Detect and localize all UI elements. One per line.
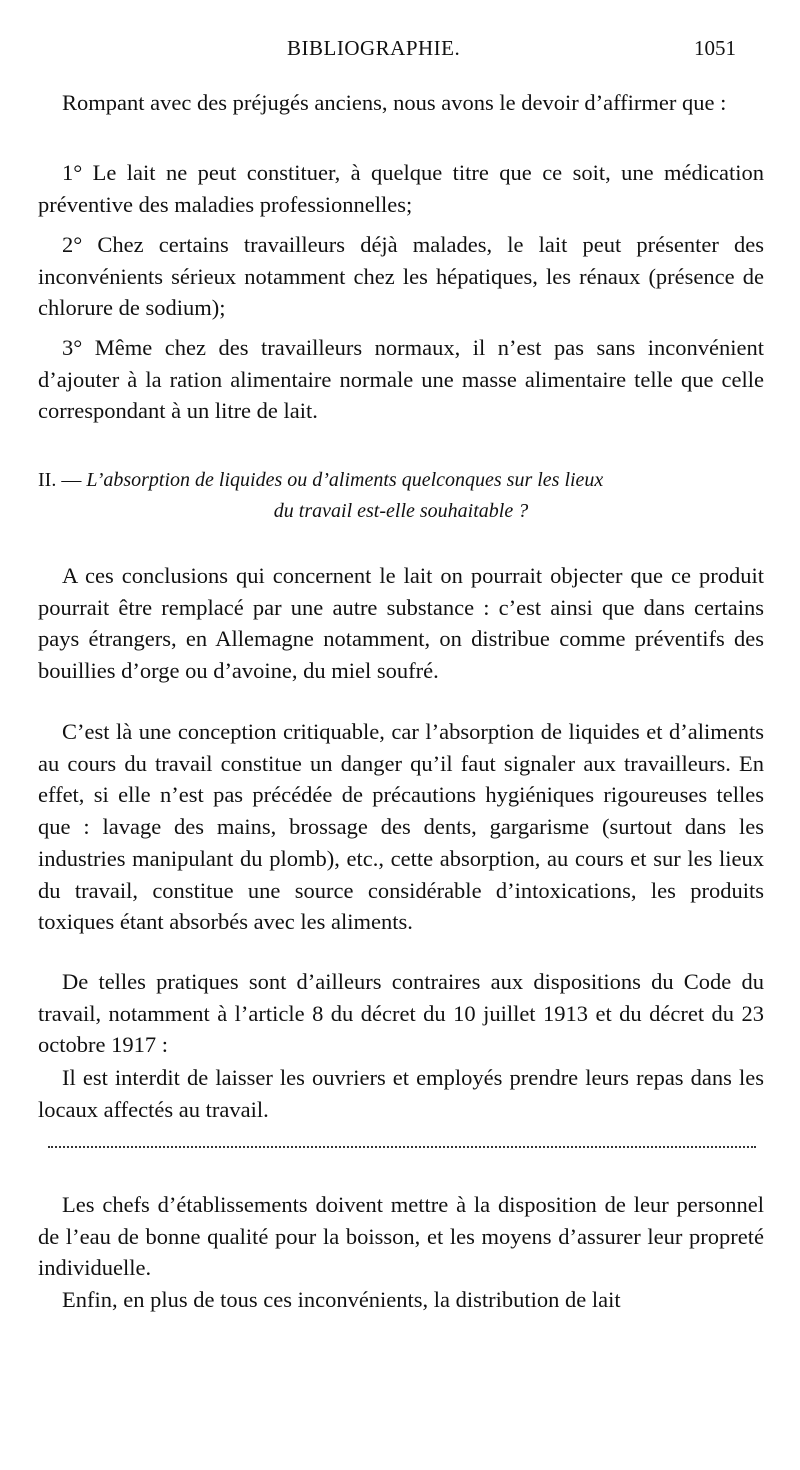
paragraph-quote-interdiction: Il est interdit de laisser les ouvriers et employés prendre leurs repas dans les locaux affectés au travail.: [38, 1065, 764, 1122]
paragraph-enfin: Enfin, en plus de tous ces inconvénients, la distribution de lait: [62, 1287, 621, 1312]
section-title-line2: du travail est-elle souhaitable ?: [273, 500, 529, 522]
section-heading: [38, 465, 764, 496]
paragraph-point-3: 3° Même chez des travailleurs normaux, il n’est pas sans inconvénient d’ajouter à la ration alimentaire normale une masse alimentaire telle que celle correspondant à un litre de lait.: [38, 335, 764, 424]
page-number: 1051: [694, 36, 736, 60]
paragraph-critique: C’est là une conception critiquable, car l’absorption de liquides et d’aliments au cours du travail constitue un danger qu’il faut signaler aux travailleurs. En effet, si elle n’est pas précédée de précautions hygiéniques rigoureuses telles que : lavage des mains, brossage des dents, gargarisme (surtout dans les industries manipulant du plomb), etc., cette absorption, au cours et sur les lieux du travail, constitue une source considérable d’intoxications, les produits toxiques étant absorbés avec les aliments.: [38, 719, 764, 935]
running-head-title: BIBLIOGRAPHIE.: [287, 36, 461, 60]
paragraph-objection: A ces conclusions qui concernent le lait on pourrait objecter que ce produit pourrait être remplacé par une autre substance : c’est ainsi que dans certains pays étrangers, en Allemagne notamment, on distribue comme préventifs des bouillies d’orge ou d’avoine, du miel soufré.: [38, 563, 764, 684]
section-title-line1: L’absorption de liquides ou d’aliments quelconques sur les lieux: [86, 469, 604, 491]
omission-dotted-line: [48, 1146, 756, 1158]
paragraph-intro: Rompant avec des préjugés anciens, nous avons le devoir d’affirmer que :: [62, 90, 727, 115]
paragraph-quote-chefs: Les chefs d’établissements doivent mettre à la disposition de leur personnel de l’eau de bonne qualité pour la boisson, et les moyens d’assurer leur propreté individuelle.: [38, 1192, 764, 1281]
section-number: II. —: [38, 469, 82, 491]
running-head: [0, 36, 800, 66]
paragraph-point-1: 1° Le lait ne peut constituer, à quelque titre que ce soit, une médication préventive des maladies professionnelles;: [38, 160, 764, 217]
paragraph-point-2: 2° Chez certains travailleurs déjà malades, le lait peut présenter des inconvénients sérieux notamment chez les hépatiques, les rénaux (présence de chlorure de sodium);: [38, 232, 764, 321]
paragraph-code-du-travail: De telles pratiques sont d’ailleurs contraires aux dispositions du Code du travail, notamment à l’article 8 du décret du 10 juillet 1913 et du décret du 23 octobre 1917 :: [38, 969, 764, 1058]
